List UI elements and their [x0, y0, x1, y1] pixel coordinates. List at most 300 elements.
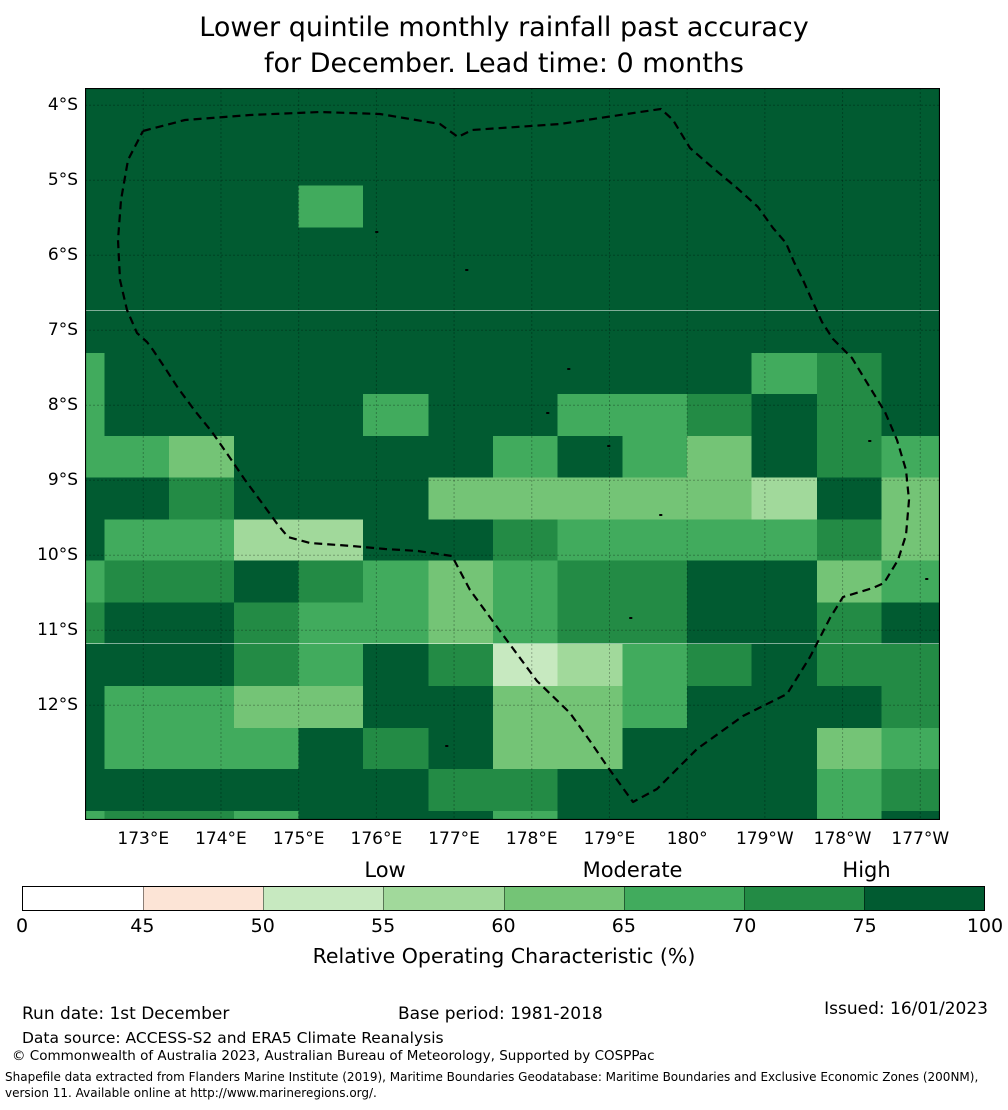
- heatmap-cell: [169, 561, 234, 603]
- heatmap-cell: [85, 519, 104, 560]
- heatmap-cell: [299, 144, 364, 185]
- heatmap-cell: [687, 144, 752, 185]
- heatmap-cell: [363, 644, 428, 686]
- heatmap-cell: [299, 686, 364, 728]
- heatmap-cell: [363, 144, 428, 185]
- heatmap-cell: [752, 144, 817, 185]
- heatmap-cell: [623, 228, 688, 269]
- heatmap-cell: [169, 394, 234, 436]
- heatmap-cell: [687, 228, 752, 269]
- heatmap-cell: [85, 186, 104, 228]
- y-tick-label: 8°S: [47, 395, 78, 416]
- island-mark: [659, 514, 663, 516]
- heatmap-cell: [752, 811, 817, 820]
- heatmap-cell: [817, 144, 882, 185]
- heatmap-cell: [557, 686, 622, 728]
- heatmap-cell: [234, 102, 299, 144]
- x-tick-label: 173°E: [117, 829, 170, 849]
- heatmap-cell: [493, 728, 558, 769]
- heatmap-cell: [85, 769, 104, 811]
- heatmap-cell: [363, 436, 428, 477]
- zone-label-moderate: Moderate: [582, 858, 683, 882]
- heatmap-cell: [752, 311, 817, 353]
- heatmap-cell: [428, 102, 493, 144]
- heatmap-cell: [169, 353, 234, 394]
- heatmap-cell: [493, 269, 558, 311]
- heatmap-cell: [817, 102, 882, 144]
- colorbar-tick-label: 100: [966, 915, 1004, 937]
- heatmap-cell: [299, 311, 364, 353]
- heatmap-cell: [104, 102, 168, 144]
- heatmap-cell: [557, 144, 622, 185]
- heatmap-cell: [493, 102, 558, 144]
- heatmap-cell: [493, 561, 558, 603]
- heatmap-cell: [428, 477, 493, 519]
- chart-title-line2: for December. Lead time: 0 months: [264, 48, 744, 79]
- heatmap-cell: [623, 477, 688, 519]
- heatmap-cell: [817, 769, 882, 811]
- heatmap-cell: [557, 228, 622, 269]
- heatmap-cell: [104, 811, 168, 820]
- heatmap-cell: [687, 686, 752, 728]
- heatmap-cell: [428, 644, 493, 686]
- heatmap-cell: [169, 228, 234, 269]
- heatmap-cell: [752, 644, 817, 686]
- colorbar-tick-label: 65: [611, 915, 636, 937]
- heatmap-cell: [817, 269, 882, 311]
- heatmap-cell: [623, 102, 688, 144]
- island-mark: [567, 368, 571, 370]
- heatmap-cell: [169, 728, 234, 769]
- heatmap-cell: [752, 394, 817, 436]
- colorbar-tick-label: 50: [250, 915, 275, 937]
- heatmap-cell: [85, 603, 104, 644]
- heatmap-cell: [557, 88, 622, 102]
- heatmap-cell: [169, 644, 234, 686]
- island-mark: [465, 269, 469, 271]
- heatmap-cell: [169, 603, 234, 644]
- shapefile-note-line1: Shapefile data extracted from Flanders Marine Institute (2019), Maritime Boundaries Geodatabase: Maritime Boundaries and Exclusive Economic Zones (200NM),: [5, 1070, 979, 1084]
- heatmap-cell: [817, 728, 882, 769]
- heatmap-cell: [234, 728, 299, 769]
- copyright-text: © Commonwealth of Australia 2023, Australian Bureau of Meteorology, Supported by COSPPac: [12, 1048, 655, 1064]
- colorbar-tick-label: 70: [732, 915, 757, 937]
- heatmap-cell: [881, 228, 940, 269]
- heatmap-cell: [234, 186, 299, 228]
- heatmap-cell: [169, 769, 234, 811]
- heatmap-cell: [557, 353, 622, 394]
- heatmap-cell: [428, 228, 493, 269]
- heatmap-cell: [363, 186, 428, 228]
- heatmap-cell: [428, 394, 493, 436]
- heatmap-cell: [557, 603, 622, 644]
- heatmap-cell: [85, 102, 104, 144]
- heatmap-cell: [817, 311, 882, 353]
- heatmap-cell: [299, 644, 364, 686]
- heatmap-cell: [881, 269, 940, 311]
- heatmap-cell: [623, 394, 688, 436]
- heatmap-cell: [752, 353, 817, 394]
- heatmap-cell: [85, 228, 104, 269]
- heatmap-cell: [687, 436, 752, 477]
- heatmap-cell: [493, 228, 558, 269]
- colorbar: [22, 886, 985, 911]
- heatmap-cell: [85, 144, 104, 185]
- chart-title-line1: Lower quintile monthly rainfall past accuracy: [199, 12, 809, 43]
- x-tick-label: 179°E: [583, 829, 636, 849]
- heatmap-cell: [752, 728, 817, 769]
- colorbar-tick-label: 0: [15, 915, 29, 937]
- heatmap-cell: [493, 519, 558, 560]
- heatmap-cell: [881, 436, 940, 477]
- heatmap-cell: [493, 186, 558, 228]
- heatmap-cell: [557, 644, 622, 686]
- heatmap-cell: [169, 477, 234, 519]
- heatmap-cell: [234, 228, 299, 269]
- heatmap-cell: [817, 353, 882, 394]
- map-cells: [85, 88, 940, 820]
- heatmap-cell: [623, 436, 688, 477]
- heatmap-cell: [363, 353, 428, 394]
- heatmap-cell: [85, 561, 104, 603]
- heatmap-cell: [428, 561, 493, 603]
- colorbar-tick-label: 45: [130, 915, 155, 937]
- x-tick-label: 179°W: [735, 829, 794, 849]
- heatmap-cell: [85, 811, 104, 820]
- heatmap-cell: [104, 644, 168, 686]
- data-source-text: Data source: ACCESS-S2 and ERA5 Climate Reanalysis: [22, 1029, 444, 1047]
- heatmap-cell: [85, 477, 104, 519]
- heatmap-cell: [363, 228, 428, 269]
- heatmap-cell: [234, 811, 299, 820]
- heatmap-cell: [428, 811, 493, 820]
- heatmap-cell: [881, 811, 940, 820]
- heatmap-cell: [169, 144, 234, 185]
- heatmap-cell: [817, 519, 882, 560]
- x-tick-label: 177°E: [428, 829, 480, 849]
- heatmap-cell: [557, 728, 622, 769]
- y-tick-label: 5°S: [47, 170, 78, 191]
- heatmap-cell: [234, 436, 299, 477]
- heatmap-cell: [687, 811, 752, 820]
- heatmap-cell: [428, 728, 493, 769]
- heatmap-cell: [85, 353, 104, 394]
- colorbar-segment: [624, 887, 744, 910]
- heatmap-cell: [428, 353, 493, 394]
- x-tick-label: 180°: [666, 829, 708, 849]
- heatmap-cell: [363, 728, 428, 769]
- heatmap-cell: [881, 186, 940, 228]
- heatmap-cell: [85, 436, 104, 477]
- heatmap-cell: [363, 686, 428, 728]
- heatmap-cell: [752, 436, 817, 477]
- heatmap-cell: [752, 603, 817, 644]
- heatmap-cell: [493, 603, 558, 644]
- heatmap-cell: [817, 228, 882, 269]
- heatmap-cell: [363, 88, 428, 102]
- run-date-text: Run date: 1st December: [22, 1004, 230, 1024]
- heatmap-cell: [687, 769, 752, 811]
- heatmap-cell: [299, 353, 364, 394]
- heatmap-cell: [817, 477, 882, 519]
- island-mark: [868, 440, 872, 442]
- heatmap-cell: [557, 436, 622, 477]
- heatmap-cell: [752, 102, 817, 144]
- heatmap-cell: [428, 311, 493, 353]
- issued-date-text: Issued: 16/01/2023: [824, 999, 988, 1019]
- heatmap-cell: [104, 686, 168, 728]
- heatmap-cell: [104, 477, 168, 519]
- heatmap-cell: [104, 603, 168, 644]
- heatmap-cell: [85, 269, 104, 311]
- heatmap-cell: [234, 269, 299, 311]
- heatmap-cell: [169, 269, 234, 311]
- heatmap-cell: [752, 519, 817, 560]
- heatmap-cell: [557, 186, 622, 228]
- heatmap-cell: [687, 88, 752, 102]
- colorbar-segment: [143, 887, 263, 910]
- heatmap-cell: [104, 769, 168, 811]
- heatmap-cell: [234, 353, 299, 394]
- island-mark: [925, 578, 929, 580]
- colorbar-segment: [263, 887, 383, 910]
- heatmap-cell: [752, 561, 817, 603]
- heatmap-cell: [752, 769, 817, 811]
- y-tick-label: 6°S: [47, 245, 78, 266]
- heatmap-cell: [752, 269, 817, 311]
- heatmap-cell: [881, 353, 940, 394]
- heatmap-cell: [363, 102, 428, 144]
- colorbar-tick-label: 60: [491, 915, 516, 937]
- heatmap-cell: [363, 269, 428, 311]
- heatmap-cell: [881, 144, 940, 185]
- heatmap-cell: [169, 686, 234, 728]
- island-mark: [546, 412, 550, 414]
- colorbar-segment: [864, 887, 984, 910]
- heatmap-cell: [687, 728, 752, 769]
- heatmap-cell: [299, 519, 364, 560]
- heatmap-cell: [493, 394, 558, 436]
- heatmap-cell: [817, 561, 882, 603]
- heatmap-cell: [85, 88, 104, 102]
- heatmap-cell: [557, 519, 622, 560]
- heatmap-cell: [623, 269, 688, 311]
- heatmap-cell: [687, 644, 752, 686]
- heatmap-cell: [428, 769, 493, 811]
- colorbar-tick-label: 75: [852, 915, 877, 937]
- heatmap-cell: [104, 186, 168, 228]
- heatmap-cell: [169, 88, 234, 102]
- heatmap-cell: [881, 686, 940, 728]
- heatmap-cell: [623, 811, 688, 820]
- heatmap-cell: [169, 102, 234, 144]
- heatmap-cell: [881, 769, 940, 811]
- zone-label-high: High: [842, 858, 891, 882]
- heatmap-cell: [299, 769, 364, 811]
- heatmap-cell: [752, 88, 817, 102]
- heatmap-cell: [428, 269, 493, 311]
- heatmap-cell: [299, 102, 364, 144]
- heatmap-cell: [493, 811, 558, 820]
- y-tick-label: 10°S: [37, 545, 78, 566]
- heatmap-cell: [623, 186, 688, 228]
- heatmap-cell: [752, 186, 817, 228]
- heatmap-cell: [493, 311, 558, 353]
- heatmap-cell: [234, 394, 299, 436]
- heatmap-cell: [623, 519, 688, 560]
- base-period-text: Base period: 1981-2018: [398, 1004, 603, 1024]
- colorbar-segment: [383, 887, 503, 910]
- x-tick-label: 176°E: [350, 829, 403, 849]
- heatmap-cell: [493, 144, 558, 185]
- heatmap-cell: [881, 88, 940, 102]
- heatmap-cell: [687, 311, 752, 353]
- heatmap-cell: [299, 88, 364, 102]
- heatmap-cell: [104, 144, 168, 185]
- x-tick-label: 178°W: [813, 829, 872, 849]
- colorbar-tick-label: 55: [371, 915, 396, 937]
- heatmap-cell: [817, 686, 882, 728]
- heatmap-cell: [428, 88, 493, 102]
- heatmap-cell: [817, 394, 882, 436]
- heatmap-cell: [428, 686, 493, 728]
- heatmap-cell: [85, 311, 104, 353]
- heatmap-cell: [881, 603, 940, 644]
- heatmap-cell: [299, 394, 364, 436]
- y-tick-label: 11°S: [37, 620, 78, 641]
- heatmap-cell: [234, 561, 299, 603]
- heatmap-cell: [557, 477, 622, 519]
- heatmap-cell: [493, 353, 558, 394]
- heatmap-cell: [299, 228, 364, 269]
- x-tick-label: 177°W: [891, 829, 950, 849]
- heatmap-cell: [234, 686, 299, 728]
- heatmap-cell: [299, 269, 364, 311]
- heatmap-cell: [169, 811, 234, 820]
- heatmap-cell: [169, 519, 234, 560]
- heatmap-cell: [752, 686, 817, 728]
- heatmap-cell: [623, 88, 688, 102]
- island-mark: [629, 617, 633, 619]
- heatmap-cell: [493, 769, 558, 811]
- heatmap-cell: [493, 436, 558, 477]
- heatmap-cell: [428, 436, 493, 477]
- heatmap-cell: [234, 311, 299, 353]
- heatmap-cell: [169, 311, 234, 353]
- heatmap-cell: [234, 477, 299, 519]
- heatmap-cell: [234, 144, 299, 185]
- heatmap-cell: [85, 686, 104, 728]
- heatmap-cell: [817, 186, 882, 228]
- heatmap-cell: [363, 519, 428, 560]
- island-mark: [375, 231, 379, 233]
- heatmap-cell: [234, 769, 299, 811]
- heatmap-cell: [363, 603, 428, 644]
- colorbar-segment: [744, 887, 864, 910]
- y-tick-label: 12°S: [37, 695, 78, 716]
- colorbar-title: Relative Operating Characteristic (%): [312, 944, 696, 968]
- heatmap-cell: [687, 477, 752, 519]
- heatmap-cell: [104, 561, 168, 603]
- heatmap-cell: [104, 728, 168, 769]
- heatmap-cell: [623, 603, 688, 644]
- heatmap-cell: [234, 519, 299, 560]
- heatmap-cell: [363, 811, 428, 820]
- heatmap-cell: [817, 436, 882, 477]
- heatmap-cell: [881, 728, 940, 769]
- heatmap-cell: [363, 561, 428, 603]
- heatmap-cell: [623, 311, 688, 353]
- heatmap-cell: [169, 436, 234, 477]
- heatmap-cell: [169, 186, 234, 228]
- heatmap-cell: [881, 519, 940, 560]
- y-tick-label: 4°S: [47, 95, 78, 116]
- heatmap-cell: [299, 477, 364, 519]
- heatmap-cell: [557, 769, 622, 811]
- heatmap-cell: [881, 394, 940, 436]
- shapefile-note-line2: version 11. Available online at http://www.marineregions.org/.: [5, 1086, 377, 1100]
- heatmap-cell: [234, 88, 299, 102]
- heatmap-cell: [85, 394, 104, 436]
- heatmap-cell: [104, 394, 168, 436]
- heatmap-cell: [104, 436, 168, 477]
- heatmap-cell: [104, 269, 168, 311]
- accuracy-heatmap: [85, 88, 940, 820]
- heatmap-cell: [85, 728, 104, 769]
- y-tick-label: 7°S: [47, 320, 78, 341]
- heatmap-cell: [557, 269, 622, 311]
- x-tick-label: 174°E: [195, 829, 247, 849]
- heatmap-cell: [428, 186, 493, 228]
- heatmap-cell: [363, 769, 428, 811]
- heatmap-cell: [428, 144, 493, 185]
- heatmap-cell: [299, 186, 364, 228]
- y-tick-label: 9°S: [47, 470, 78, 491]
- heatmap-cell: [104, 228, 168, 269]
- heatmap-cell: [623, 561, 688, 603]
- heatmap-cell: [623, 644, 688, 686]
- island-mark: [607, 445, 611, 447]
- island-mark: [445, 745, 449, 747]
- heatmap-cell: [881, 311, 940, 353]
- heatmap-cell: [623, 728, 688, 769]
- heatmap-cell: [687, 102, 752, 144]
- heatmap-cell: [234, 644, 299, 686]
- heatmap-cell: [493, 88, 558, 102]
- heatmap-cell: [557, 561, 622, 603]
- heatmap-cell: [557, 394, 622, 436]
- chart-title: [0, 10, 1008, 82]
- heatmap-cell: [881, 561, 940, 603]
- heatmap-cell: [557, 311, 622, 353]
- heatmap-cell: [817, 811, 882, 820]
- colorbar-segment: [504, 887, 624, 910]
- heatmap-cell: [363, 311, 428, 353]
- heatmap-cell: [817, 644, 882, 686]
- heatmap-cell: [623, 144, 688, 185]
- colorbar-segment: [23, 887, 143, 910]
- x-tick-label: 178°E: [505, 829, 558, 849]
- x-tick-label: 175°E: [272, 829, 325, 849]
- heatmap-cell: [234, 603, 299, 644]
- heatmap-cell: [623, 353, 688, 394]
- heatmap-cell: [623, 686, 688, 728]
- heatmap-cell: [687, 519, 752, 560]
- heatmap-cell: [299, 811, 364, 820]
- heatmap-cell: [881, 102, 940, 144]
- heatmap-cell: [881, 477, 940, 519]
- heatmap-cell: [752, 228, 817, 269]
